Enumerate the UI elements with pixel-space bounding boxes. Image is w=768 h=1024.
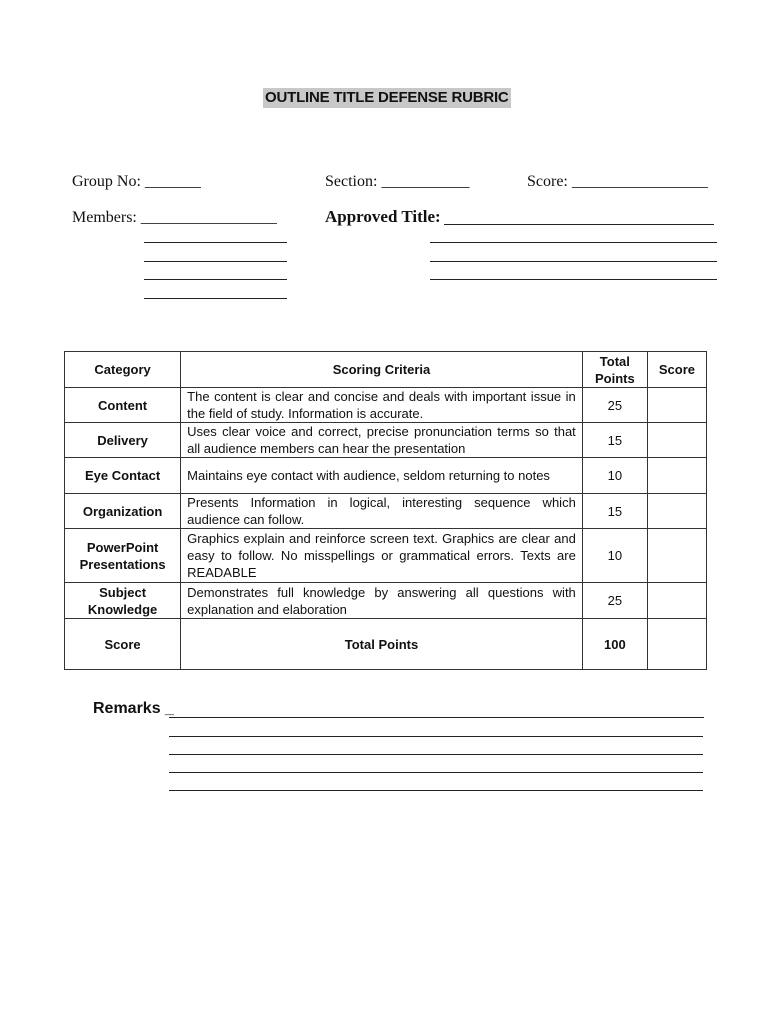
remarks-line[interactable] xyxy=(169,736,703,737)
header-criteria: Scoring Criteria xyxy=(181,352,583,388)
table-row xyxy=(65,388,707,423)
total-criteria-cell: Total Points xyxy=(181,619,583,670)
criteria-cell: The content is clear and concise and deals with important issue in the field of study. Information is accurate. xyxy=(181,388,583,423)
score-cell[interactable] xyxy=(647,494,706,529)
score-cell[interactable] xyxy=(647,388,706,423)
category-cell: Subject Knowledge xyxy=(65,583,181,619)
table-row xyxy=(65,458,707,494)
approved-title-label: Approved Title: xyxy=(325,207,441,226)
points-cell: 15 xyxy=(582,423,647,458)
remarks-line[interactable] xyxy=(169,754,703,755)
section-field[interactable]: Section: ___________ xyxy=(325,173,470,190)
category-cell: PowerPoint Presentations xyxy=(65,529,181,583)
remarks-line[interactable] xyxy=(169,717,704,718)
criteria-cell: Graphics explain and reinforce screen text. Graphics are clear and easy to follow. No misspellings or grammatical errors. Texts are READABLE xyxy=(181,529,583,583)
score-cell[interactable] xyxy=(647,529,706,583)
rubric-table xyxy=(64,351,707,670)
points-cell: 10 xyxy=(582,529,647,583)
criteria-cell: Demonstrates full knowledge by answering all questions with explanation and elaboration xyxy=(181,583,583,619)
remarks-line[interactable] xyxy=(169,790,703,791)
category-cell: Content xyxy=(65,388,181,423)
category-cell: Delivery xyxy=(65,423,181,458)
approved-title-line[interactable] xyxy=(430,242,717,243)
header-category: Category xyxy=(65,352,181,388)
members-field[interactable]: Members: _________________ xyxy=(72,209,277,226)
category-cell: Eye Contact xyxy=(65,458,181,494)
member-line[interactable] xyxy=(144,298,287,299)
criteria-cell: Presents Information in logical, interesting sequence which audience can follow. xyxy=(181,494,583,529)
score-field[interactable]: Score: _________________ xyxy=(527,173,708,190)
points-cell: 15 xyxy=(582,494,647,529)
points-cell: 25 xyxy=(582,388,647,423)
member-line[interactable] xyxy=(144,242,287,243)
points-cell: 10 xyxy=(582,458,647,494)
approved-title-line[interactable] xyxy=(430,279,717,280)
score-cell[interactable] xyxy=(647,423,706,458)
total-category-cell: Score xyxy=(65,619,181,670)
category-cell: Organization xyxy=(65,494,181,529)
points-cell: 25 xyxy=(582,583,647,619)
total-row xyxy=(65,619,707,670)
score-cell[interactable] xyxy=(647,458,706,494)
approved-title-line[interactable] xyxy=(444,224,714,225)
group-no-field[interactable]: Group No: _______ xyxy=(72,173,201,190)
header-total-points: Total Points xyxy=(582,352,647,388)
total-points-cell: 100 xyxy=(582,619,647,670)
approved-title-line[interactable] xyxy=(430,261,717,262)
page-title: OUTLINE TITLE DEFENSE RUBRIC xyxy=(265,89,509,106)
header-score: Score xyxy=(647,352,706,388)
remarks-label: Remarks _ xyxy=(93,700,174,717)
total-score-cell[interactable] xyxy=(647,619,706,670)
table-row xyxy=(65,494,707,529)
criteria-cell: Uses clear voice and correct, precise pronunciation terms so that all audience members can hear the presentation xyxy=(181,423,583,458)
member-line[interactable] xyxy=(144,261,287,262)
table-row xyxy=(65,423,707,458)
table-header-row xyxy=(65,352,707,388)
remarks-line[interactable] xyxy=(169,772,703,773)
table-row xyxy=(65,529,707,583)
table-row xyxy=(65,583,707,619)
score-cell[interactable] xyxy=(647,583,706,619)
criteria-cell: Maintains eye contact with audience, seldom returning to notes xyxy=(181,458,583,494)
member-line[interactable] xyxy=(144,279,287,280)
